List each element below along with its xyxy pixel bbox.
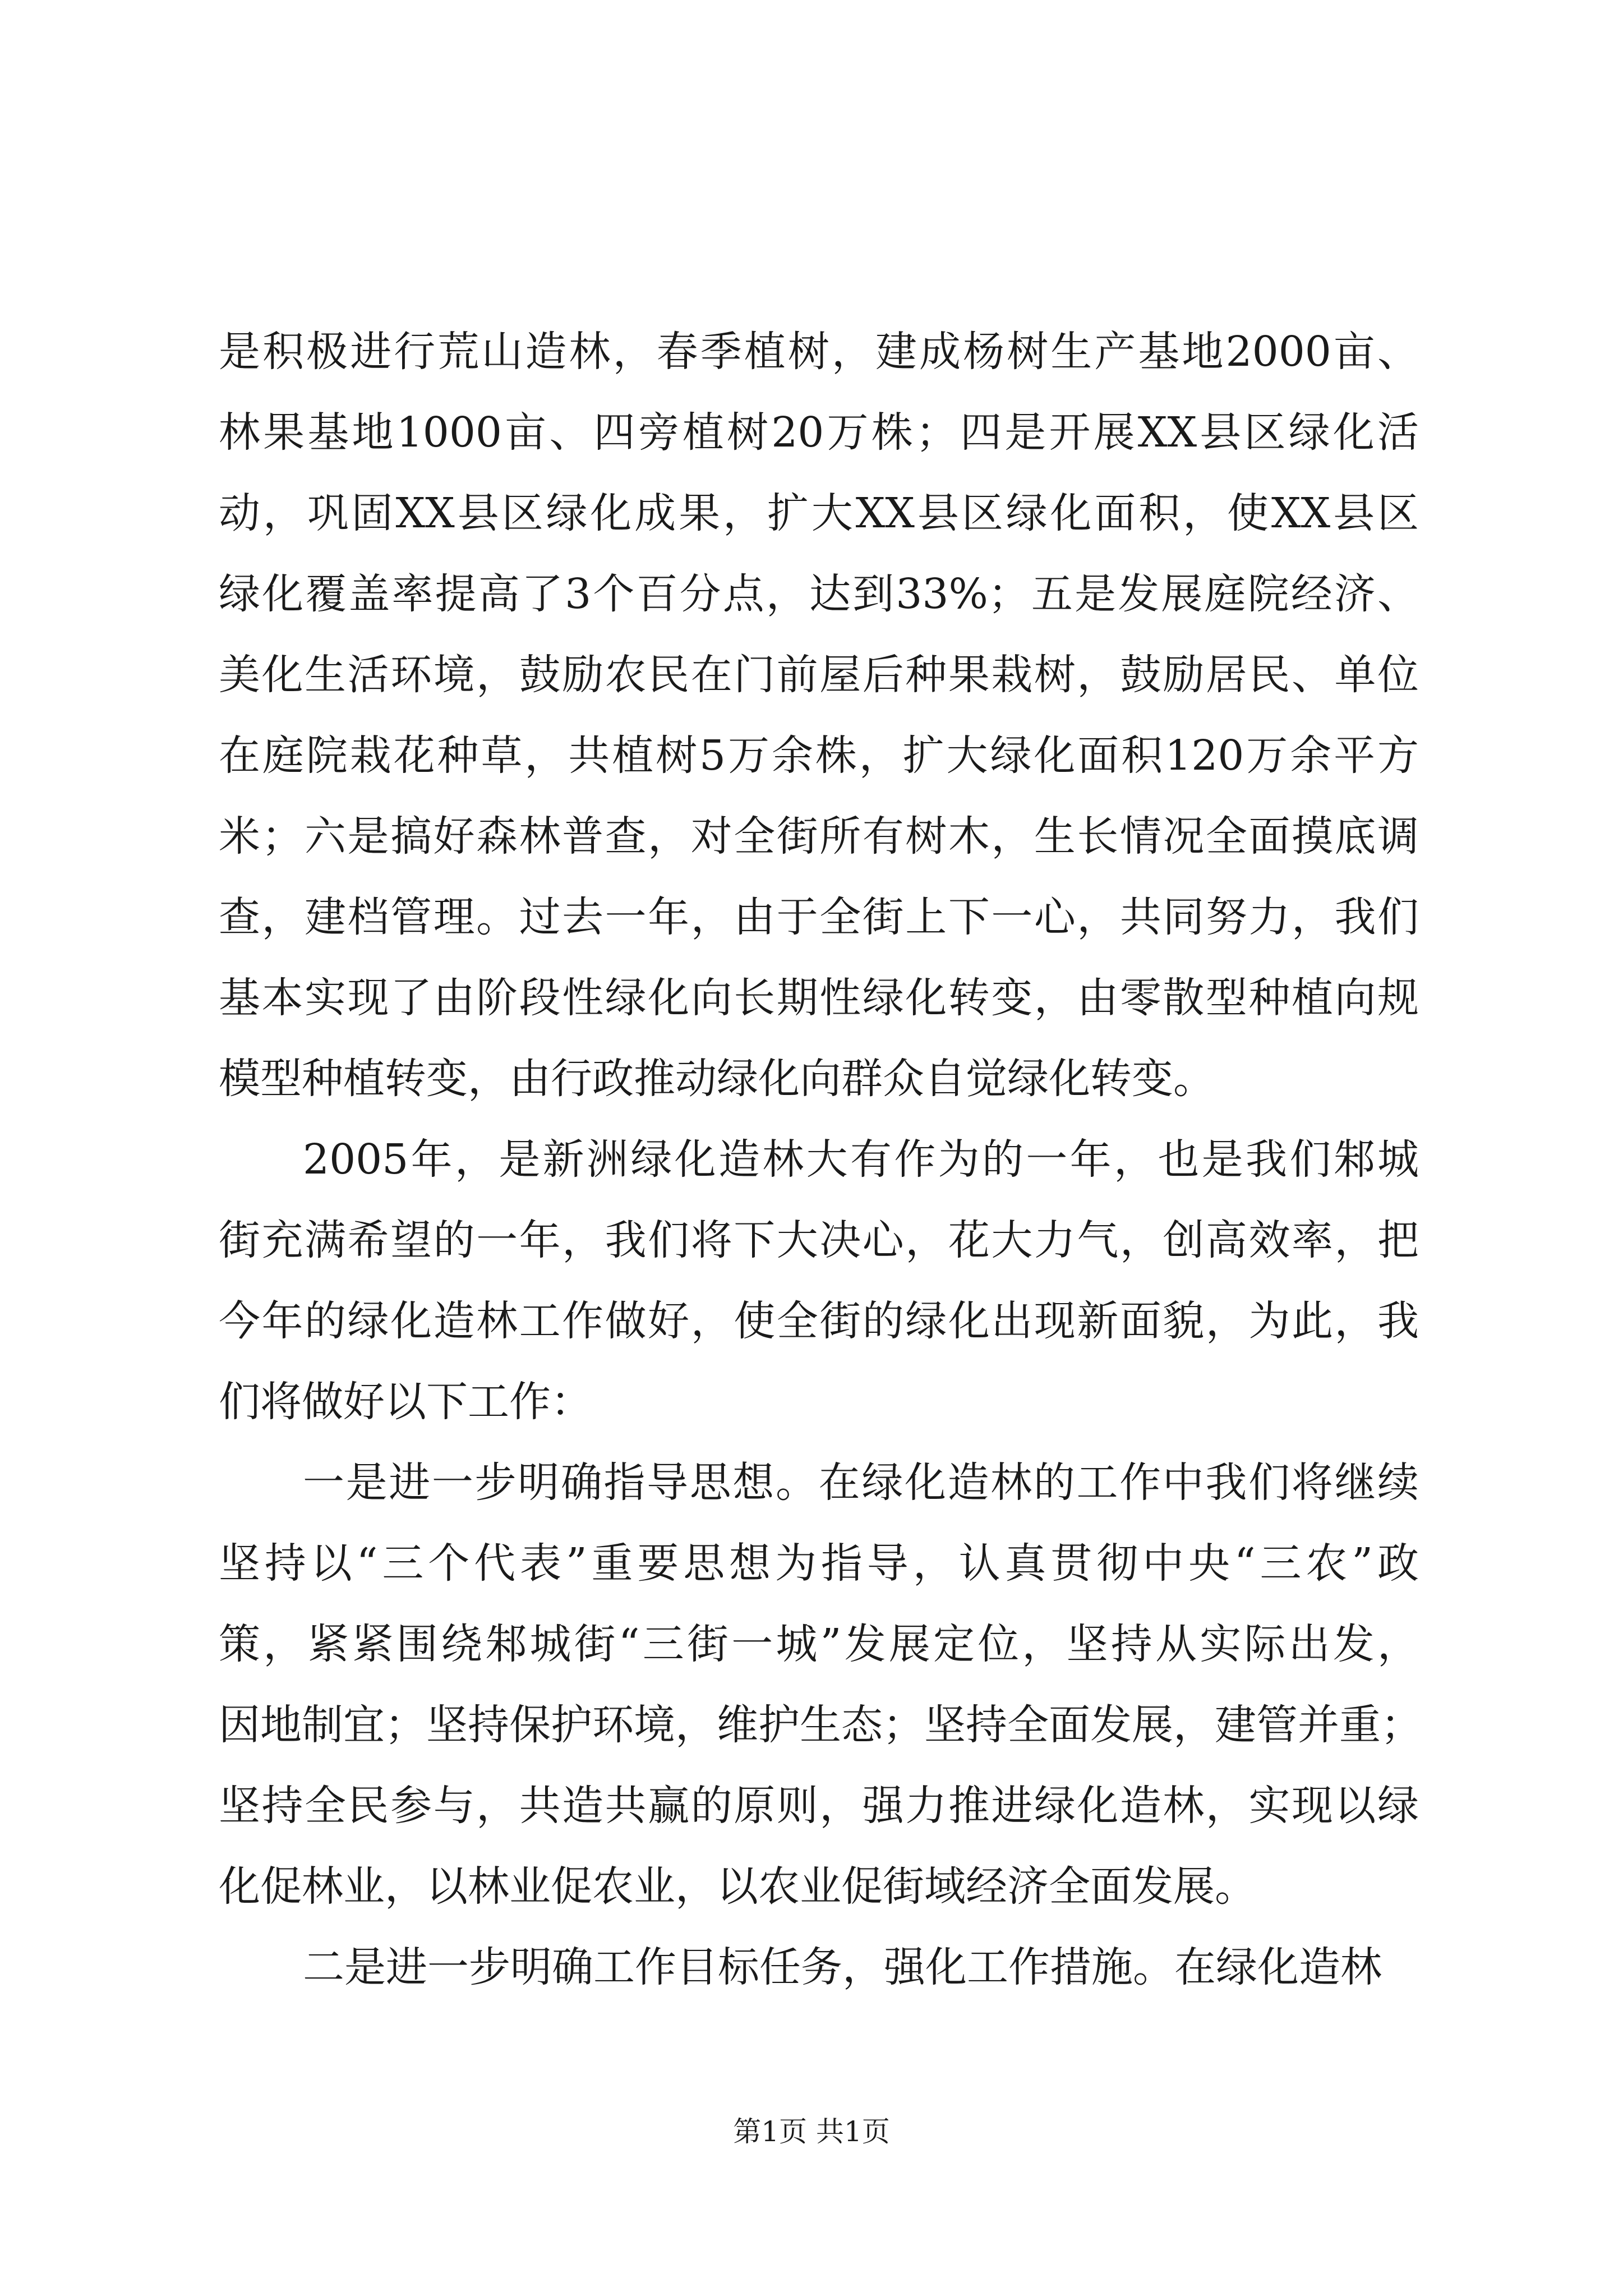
paragraph-line: 美化生活环境，鼓励农民在门前屋后种果栽树，鼓励居民、单位	[219, 651, 1419, 699]
paragraph-line: 米；六是搞好森林普查，对全街所有树木，生长情况全面摸底调	[219, 812, 1419, 861]
page-footer: 第1页 共1页	[733, 2115, 890, 2148]
paragraph-line: 动，巩固XX县区绿化成果，扩大XX县区绿化面积，使XX县区	[219, 489, 1419, 537]
paragraph-line: 绿化覆盖率提高了3个百分点，达到33%；五是发展庭院经济、	[219, 570, 1419, 618]
paragraph-line: 是积极进行荒山造林，春季植树，建成杨树生产基地2000亩、	[219, 328, 1419, 376]
paragraph-line: 2005年，是新洲绿化造林大有作为的一年，也是我们邾城	[303, 1135, 1419, 1184]
paragraph-line: 林果基地1000亩、四旁植树20万株；四是开展XX县区绿化活	[219, 408, 1419, 457]
paragraph-line: 在庭院栽花种草，共植树5万余株，扩大绿化面积120万余平方	[219, 731, 1419, 780]
paragraph-line: 们将做好以下工作：	[219, 1378, 592, 1426]
body-text	[219, 311, 1422, 2008]
paragraph-line: 坚持全民参与，共造共赢的原则，强力推进绿化造林，实现以绿	[219, 1782, 1419, 1830]
paragraph-line: 化促林业，以林业促农业，以农业促街域经济全面发展。	[219, 1862, 1256, 1911]
paragraph-line: 街充满希望的一年，我们将下大决心，花大力气，创高效率，把	[219, 1216, 1419, 1264]
paragraph-line: 基本实现了由阶段性绿化向长期性绿化转变，由零散型种植向规	[219, 974, 1419, 1022]
paragraph-line: 因地制宜；坚持保护环境，维护生态；坚持全面发展，建管并重；	[219, 1701, 1422, 1749]
paragraph-line: 模型种植转变，由行政推动绿化向群众自觉绿化转变。	[219, 1055, 1215, 1103]
paragraph-line: 一是进一步明确指导思想。在绿化造林的工作中我们将继续	[303, 1458, 1419, 1507]
paragraph-line: 今年的绿化造林工作做好，使全街的绿化出现新面貌，为此，我	[219, 1297, 1419, 1345]
paragraph-line: 二是进一步明确工作目标任务，强化工作措施。在绿化造林	[303, 1943, 1382, 1991]
paragraph-line: 坚持以“三个代表”重要思想为指导，认真贯彻中央“三农”政	[219, 1539, 1419, 1588]
paragraph-line: 策，紧紧围绕邾城街“三街一城”发展定位，坚持从实际出发，	[219, 1620, 1419, 1668]
paragraph-line: 查，建档管理。过去一年，由于全街上下一心，共同努力，我们	[219, 893, 1419, 941]
